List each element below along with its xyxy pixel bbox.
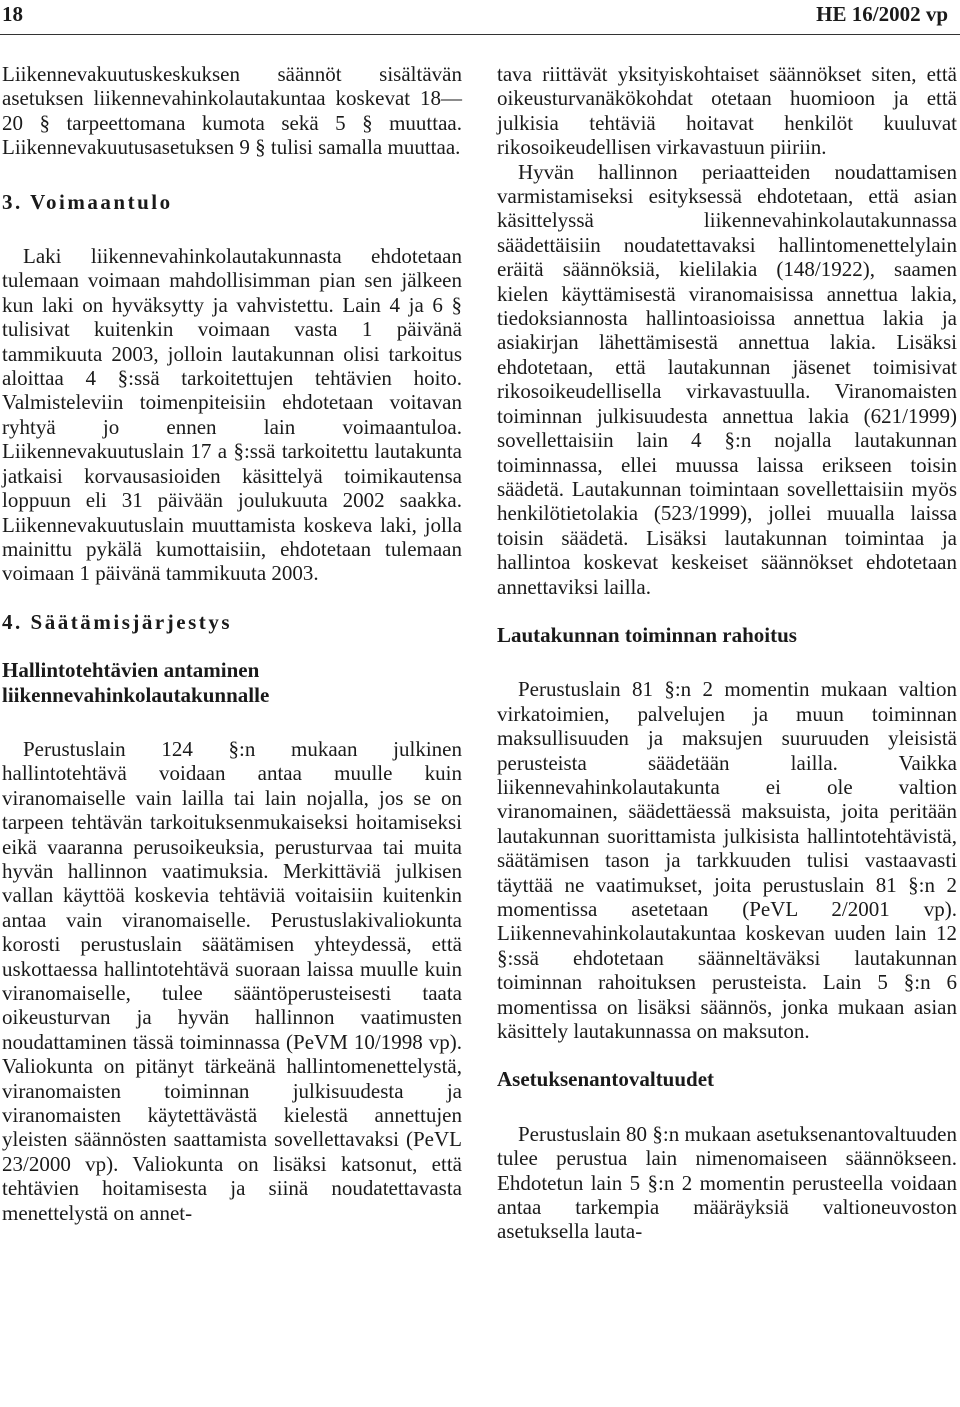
left-column	[2, 62, 462, 1225]
page-number: 18	[2, 2, 23, 26]
subheading-rahoitus: Lautakunnan toiminnan rahoitus	[497, 622, 797, 647]
decree-paragraph: Perustuslain 80 §:n mukaan asetuksenantovaltuuden tulee perustua lain nimenomaiseen säännökseen. Ehdotetun lain 5 §:n 2 momentin perusteella voidaan antaa tarkempia määräyksiä valtioneuvoston asetuksella lauta-	[497, 1121, 957, 1244]
subheading-asetuksenantovaltuudet: Asetuksenantovaltuudet	[497, 1067, 715, 1092]
right-column	[497, 62, 957, 1244]
intro-paragraph: Liikennevakuutuskeskuksen säännöt sisältävän asetuksen liikennevahinkolautakuntaa koskevat 18—20 § tarpeettomana kumota sekä 5 § muuttaa. Liikennevakuutusasetuksen 9 § tulisi samalla muuttaa.	[2, 62, 462, 160]
section-4-paragraph: Perustuslain 124 §:n mukaan julkinen hallintotehtävä voidaan antaa muulle kuin viranomaiselle vain lailla tai lain nojalla, jos se on tarpeen tehtävän tarkoituksenmukaiseksi hoitamiseksi eikä vaaranna perusoikeuksia, perusturvaa tai muita hyvän hallinnon vaatimuksia. Merkittäviä julkisen vallan käyttöä koskevia tehtäviä voitaisiin kuitenkin antaa vain viranomaiselle. Perustuslakivaliokunta korosti perustuslain säätämisen yhteydessä, että uskottaessa hallintotehtävä suoraan laissa muulle kuin viranomaiselle, tulee sääntöperusteisesti taata oikeusturvan ja hyvän hallinnon vaatimusten noudattaminen tässä toiminnassa (PeVM 10/1998 vp). Valiokunta on pitänyt tärkeänä hallintomenettelystä, viranomaisten toiminnan julkisuudesta ja viranomaisten käytettävästä kielestä annettujen yleisten säännösten saattamista sovellettavaksi (PeVL 23/2000 vp). Valiokunta on lisäksi katsonut, että tehtävien hoitamisesta ja siinä noudatettavasta menettelystä on annet-	[2, 736, 462, 1225]
funding-paragraph: Perustuslain 81 §:n 2 momentin mukaan valtion virkatoimien, palvelujen ja muun toiminnan maksullisuuden ja maksujen suuruuden yleisistä perusteista säädetään lailla. Vaikka liikennevahinkolautakunta ei ole valtion viranomainen, säädettäessä maksuista, joita peritään lautakunnan suorittamista julkisista hallintotehtävistä, säätämisen tason ja tarkkuuden tulisi vastaavasti täyttää ne vaatimukset, joita perustuslain 81 §:n 2 momentissa asetetaan (PeVL 2/2001 vp). Liikennevahinkolautakuntaa koskevan uuden lain 12 §:ssä ehdotetaan säänneltäväksi lautakunnan toiminnan rahoituksen perusteista. Lain 5 §:n 6 momentissa on lisäksi säännös, jonka mukaan asian käsittely lautakunnassa on maksuton.	[497, 677, 957, 1044]
section-3-title: 3. Voimaantulo	[2, 189, 173, 214]
section-3-paragraph: Laki liikennevahinkolautakunnasta ehdotetaan tulemaan voimaan mahdollisimman pian sen jälkeen kun laki on hyväksytty ja vahvistettu. Lain 4 ja 6 § tulisivat kuitenkin voimaan vasta 1 päivänä tammikuuta 2003, jolloin lautakunnan olisi tarkoitus aloittaa 4 §:ssä tarkoitettujen tehtävien hoito. Valmisteleviin toimenpiteisiin ehdotetaan voitavan ryhtyä jo ennen lain voimaantuloa. Liikennevakuutuslain 17 a §:ssä tarkoitettu lautakunta jatkaisi korvausasioiden käsittelyä toimikautensa loppuun eli 31 päivään joulukuuta 2002 saakka. Liikennevakuutuslain muuttamista koskeva laki, jolla mainittu pykälä kumottaisiin, ehdotetaan tulemaan voimaan 1 päivänä tammikuuta 2003.	[2, 244, 462, 586]
page-header	[0, 0, 960, 35]
subheading-hallintotehtavat: Hallintotehtävien antaminen liikennevahinkolautakunnalle	[2, 658, 270, 707]
continuation-paragraph: tava riittävät yksityiskohtaiset säännökset siten, että oikeusturvanäkökohdat otetaan huomioon ja että julkisia tehtäviä hoitavat henkilöt kuuluvat rikosoikeudellisen virkavastuun piiriin.	[497, 62, 957, 160]
section-4-title: 4. Säätämisjärjestys	[2, 609, 233, 634]
good-administration-paragraph: Hyvän hallinnon periaatteiden noudattamisen varmistamiseksi esityksessä ehdotetaan, että asian käsittelyssä liikennevahinkolautakunnassa säädettäisiin noudatettavaksi hallintomenettelylain eräitä säännöksiä, kielilakia (148/1922), saamen kielen käyttämisestä viranomaisissa annettua lakia, tiedoksiannosta hallintoasioissa annettua lakia ja asiakirjan lähettämisestä annettua lakia. Lisäksi ehdotetaan, että lautakunnan jäsenet toimisivat rikosoikeudellisella virkavastuulla. Viranomaisten toiminnan julkisuudesta annettua lakia (621/1999) sovellettaisiin lain 4 §:n nojalla lautakunnan toiminnassa, ellei muussa laissa erikseen toisin säädetä. Lautakunnan toimintaan sovellettaisiin myös henkilötietolakia (523/1999), jollei muualla laissa toisin säädetä. Lisäksi lautakunnan toimintaa ja hallintoa koskevat keskeiset säännökset ehdotetaan annettaviksi lailla.	[497, 159, 957, 599]
document-id: HE 16/2002 vp	[816, 2, 948, 26]
